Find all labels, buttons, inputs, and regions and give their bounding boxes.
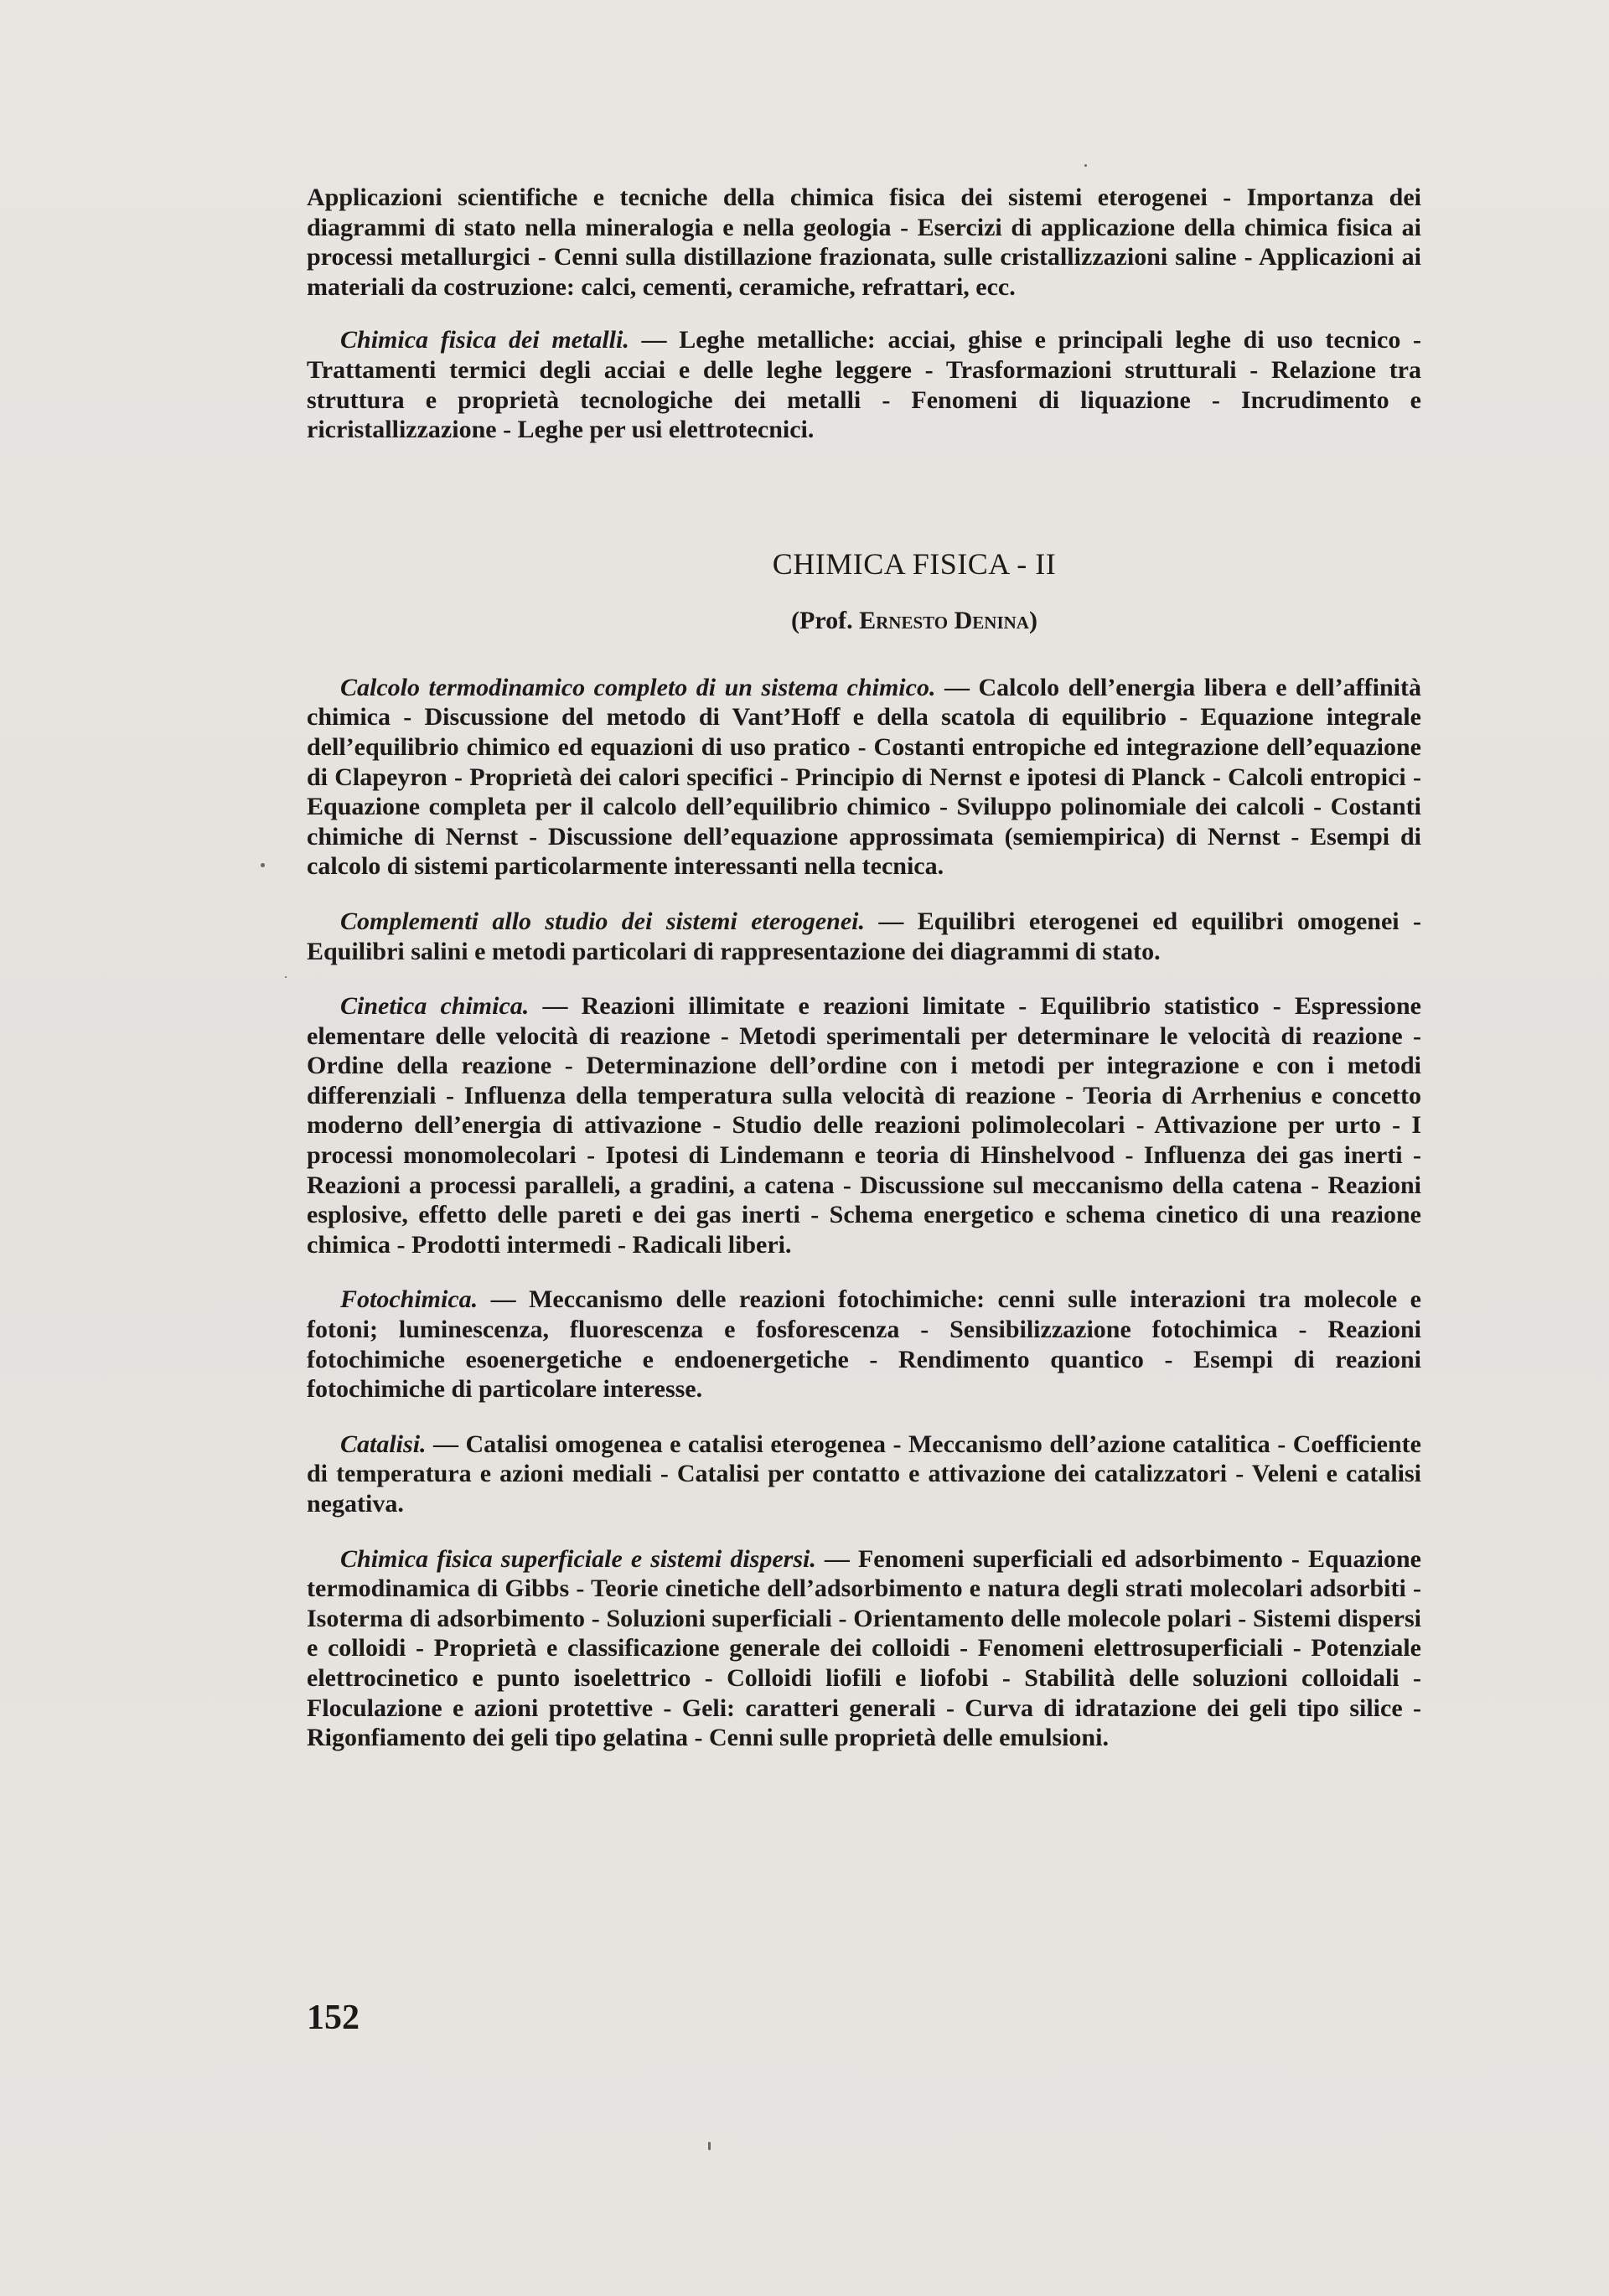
intro-text: Applicazioni scientifiche e tecniche della chimica fisica dei sistemi eterogenei - Importanza dei diagrammi di stato nella mineralogia e nella geologia - Esercizi di applicazione della chimica fisica ai processi metallurgici - Cenni sulla distillazione frazionata, sulle cristallizzazioni saline - Applicazioni ai materiali da costruzione: calci, cementi, ceramiche, refrattari, ecc.	[307, 184, 1421, 301]
scan-speck	[1084, 164, 1087, 167]
cinetica-paragraph	[307, 991, 1421, 1259]
scan-speck	[285, 976, 287, 978]
catalisi-text: — Catalisi omogenea e catalisi eterogenea - Meccanismo dell’azione catalitica - Coefficiente di temperatura e azioni mediali - Catalisi per contatto e attivazione dei catalizzatori - Veleni e catalisi negativa.	[307, 1430, 1421, 1518]
catalisi-heading: Catalisi.	[340, 1430, 427, 1458]
fotochimica-paragraph	[307, 1285, 1421, 1404]
termodinamica-heading: Calcolo termodinamico completo di un sistema chimico.	[340, 673, 936, 701]
scan-speck	[708, 2142, 711, 2150]
professor-suffix: )	[1028, 606, 1037, 634]
catalisi-paragraph	[307, 1430, 1421, 1519]
termodinamica-paragraph	[307, 673, 1421, 882]
intro-paragraph	[307, 183, 1421, 302]
professor-name: Ernesto Denina	[859, 606, 1029, 634]
cinetica-text: — Reazioni illimitate e reazioni limitate - Equilibrio statistico - Espressione elementare delle velocità di reazione - Metodi sperimentali per determinare le velocità di reazione - Ordine della reazione - Determinazione dell’ordine con i metodi per integrazione e con i metodi differenziali - Influenza della temperatura sulla velocità di reazione - Teoria di Arrhenius e concetto moderno dell’energia di attivazione - Studio delle reazioni polimolecolari - Attivazione per urto - I processi monomolecolari - Ipotesi di Lindemann e teoria di Hinshelvood - Influenza dei gas inerti - Reazioni a processi paralleli, a gradini, a catena - Discussione sul meccanismo della catena - Reazioni esplosive, effetto delle pareti e dei gas inerti - Schema energetico e schema cinetico di una reazione chimica - Prodotti intermedi - Radicali liberi.	[307, 992, 1421, 1259]
page-body	[307, 183, 1421, 1753]
fotochimica-text: — Meccanismo delle reazioni fotochimiche: cenni sulle interazioni tra molecole e fotoni; luminescenza, fluorescenza e fosforescenza - Sensibilizzazione fotochimica - Reazioni fotochimiche esoenergetiche e endoenergetiche - Rendimento quantico - Esempi di reazioni fotochimiche di particolare interesse.	[307, 1285, 1421, 1404]
eterogenei-text: — Equilibri eterogenei ed equilibri omogenei - Equilibri salini e metodi particolari di rappresentazione dei diagrammi di stato.	[307, 907, 1421, 965]
metalli-text: — Leghe metalliche: acciai, ghise e principali leghe di uso tecnico - Trattamenti termici degli acciai e delle leghe leggere - Trasformazioni strutturali - Relazione tra struttura e proprietà tecnologiche dei metalli - Fenomeni di liquazione - Incrudimento e ricristallizzazione - Leghe per usi elettrotecnici.	[307, 326, 1422, 444]
cinetica-heading: Cinetica chimica.	[340, 992, 530, 1021]
superficiale-text: — Fenomeni superficiali ed adsorbimento - Equazione termodinamica di Gibbs - Teorie cinetiche dell’adsorbimento e natura degli strati molecolari adsorbiti - Isoterma di adsorbimento - Soluzioni superficiali - Orientamento delle molecole polari - Sistemi dispersi e colloidi - Proprietà e classificazione generale dei colloidi - Fenomeni elettrosuperficiali - Potenziale elettrocinetico e punto isoelettrico - Colloidi liofili e liofobi - Stabilità delle soluzioni colloidali - Floculazione e azioni protettive - Geli: caratteri generali - Curva di idratazione dei geli tipo silice - Rigonfiamento dei geli tipo gelatina - Cenni sulle proprietà delle emulsioni.	[307, 1544, 1421, 1752]
section-title: CHIMICA FISICA - II	[772, 546, 1057, 581]
metalli-heading: Chimica fisica dei metalli.	[340, 326, 629, 354]
eterogenei-paragraph	[307, 907, 1421, 966]
eterogenei-heading: Complementi allo studio dei sistemi eterogenei.	[340, 907, 865, 935]
superficiale-heading: Chimica fisica superficiale e sistemi dispersi.	[340, 1544, 816, 1573]
termodinamica-text: — Calcolo dell’energia libera e dell’affinità chimica - Discussione del metodo di Vant’Hoff e della scatola di equilibrio - Equazione integrale dell’equilibrio chimico ed equazioni di uso pratico - Costanti entropiche ed integrazione dell’equazione di Clapeyron - Proprietà dei calori specifici - Principio di Nernst e ipotesi di Planck - Calcoli entropici - Equazione completa per il calcolo dell’equilibrio chimico - Sviluppo polinomiale dei calcoli - Costanti chimiche di Nernst - Discussione dell’equazione approssimata (semiempirica) di Nernst - Esempi di calcolo di sistemi particolarmente interessanti nella tecnica.	[307, 673, 1422, 881]
professor-prefix: (Prof.	[791, 606, 860, 634]
fotochimica-heading: Fotochimica.	[340, 1285, 479, 1314]
scan-speck	[261, 863, 265, 867]
metalli-paragraph	[307, 325, 1421, 444]
professor-line	[307, 606, 1421, 636]
page-number: 152	[307, 1999, 360, 2037]
superficiale-paragraph	[307, 1544, 1421, 1753]
